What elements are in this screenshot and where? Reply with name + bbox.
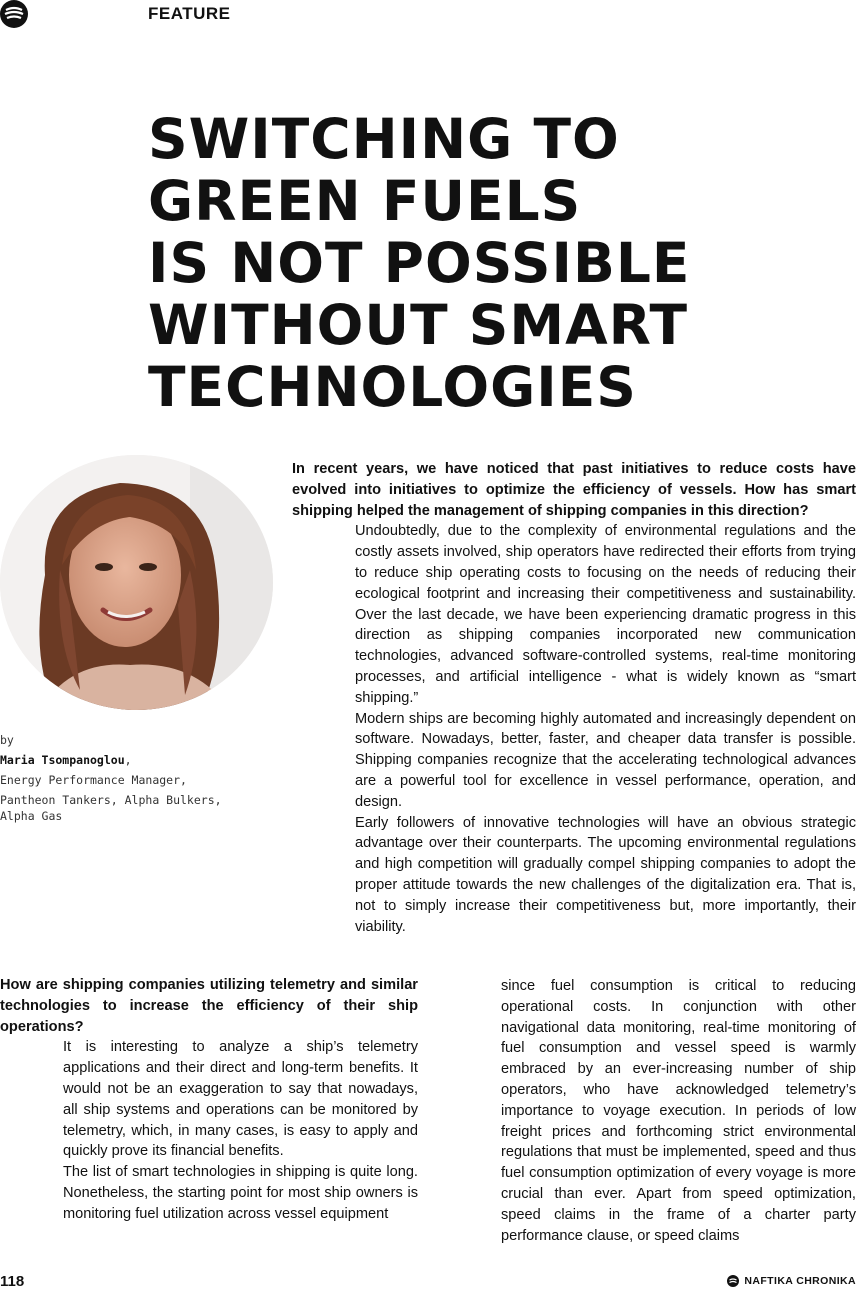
section-label: FEATURE — [148, 4, 231, 23]
magazine-logo-icon — [0, 0, 28, 28]
right-column — [501, 976, 856, 1246]
interview-answer — [63, 1037, 418, 1224]
answer-paragraph: Early followers of innovative technologies will have an obvious strategic advantage over their counterparts. The upcoming environmental regulations and high competition will gradually compel shipping companies to adopt the proper attitude towards the new challenges of the digitalization era. That is, not to simply increase their competitiveness but, more importantly, their viability. — [355, 814, 856, 935]
title-line: GREEN FUELS — [148, 169, 582, 233]
brand-name: NAFTIKA CHRONIKA — [744, 1275, 856, 1287]
answer-paragraph: Undoubtedly, due to the complexity of environmental regulations and the costly assets involved, ship operators have redirected their efforts from trying to reduce ship operating costs to focusing on the needs of reducing their ecological footprint and increasing their competitiveness and sustainability. Over the last decade, we have been experiencing dramatic progress in this direction as shipping companies incorporated new communication technologies, advanced software-controlled systems, real-time monitoring processes, and artificial intelligence - what is widely known as “smart shipping.” — [355, 523, 856, 706]
title-line: IS NOT POSSIBLE — [148, 231, 691, 295]
byline-prefix: by — [0, 733, 14, 747]
author-byline — [0, 732, 260, 828]
author-companies: Pantheon Tankers, Alpha Bulkers, Alpha Gas — [0, 793, 222, 823]
title-line: WITHOUT SMART — [148, 293, 689, 357]
author-role: Energy Performance Manager, — [0, 773, 187, 787]
page-number: 118 — [0, 1273, 25, 1290]
author-name: Maria Tsompanoglou — [0, 753, 125, 767]
author-name-line — [0, 752, 260, 768]
brand-logo-icon — [727, 1275, 739, 1287]
article-title — [148, 108, 848, 418]
intro-section — [292, 459, 856, 937]
left-column — [0, 975, 418, 1225]
answer-paragraph-continued: since fuel consumption is critical to reducing operational costs. In conjunction with other navigational data monitoring, real-time monitoring of fuel consumption and vessel speed is warmly embraced by an ever-increasing number of ship operators, who have acknowledged telemetry’s importance to voyage execution. In periods of low freight prices and forthcoming strict environmental regulations that must be implemented, speed and thus fuel consumption optimization of every voyage is more crucial than ever. Apart from speed optimization, speed claims in the frame of a charter party performance clause, or speed claims — [501, 978, 856, 1244]
interview-question: How are shipping companies utilizing telemetry and similar technologies to increase the efficiency of their ship operations? — [0, 977, 418, 1035]
interview-answer — [355, 521, 856, 937]
answer-paragraph: The list of smart technologies in shipping is quite long. Nonetheless, the starting point for most ship owners is monitoring fuel utilization across vessel equipment — [63, 1164, 418, 1222]
author-name-suffix: , — [124, 753, 132, 767]
interview-question: In recent years, we have noticed that past initiatives to reduce costs have evolved into initiatives to optimize the efficiency of vessels. How has smart shipping helped the management of shipping companies in this direction? — [292, 461, 856, 519]
author-portrait — [0, 455, 273, 710]
publication-brand — [727, 1275, 856, 1287]
answer-paragraph: Modern ships are becoming highly automated and increasingly dependent on software. Nowadays, better, faster, and cheaper data transfer is possible. Shipping companies recognize that the accelerating technological advances are a powerful tool for excellence in vessel performance, operation, and design. — [355, 710, 856, 810]
wave-logo-icon — [0, 0, 28, 28]
title-line: TECHNOLOGIES — [148, 355, 637, 419]
title-line: SWITCHING TO — [148, 107, 620, 171]
portrait-illustration — [0, 455, 273, 710]
answer-paragraph: It is interesting to analyze a ship’s telemetry applications and their direct and long-term benefits. It would not be an exaggeration to say that nowadays, all ship systems and operations can be monitored by telemetry, which, in many cases, is easy to apply and quickly prove its financial benefits. — [63, 1039, 418, 1160]
